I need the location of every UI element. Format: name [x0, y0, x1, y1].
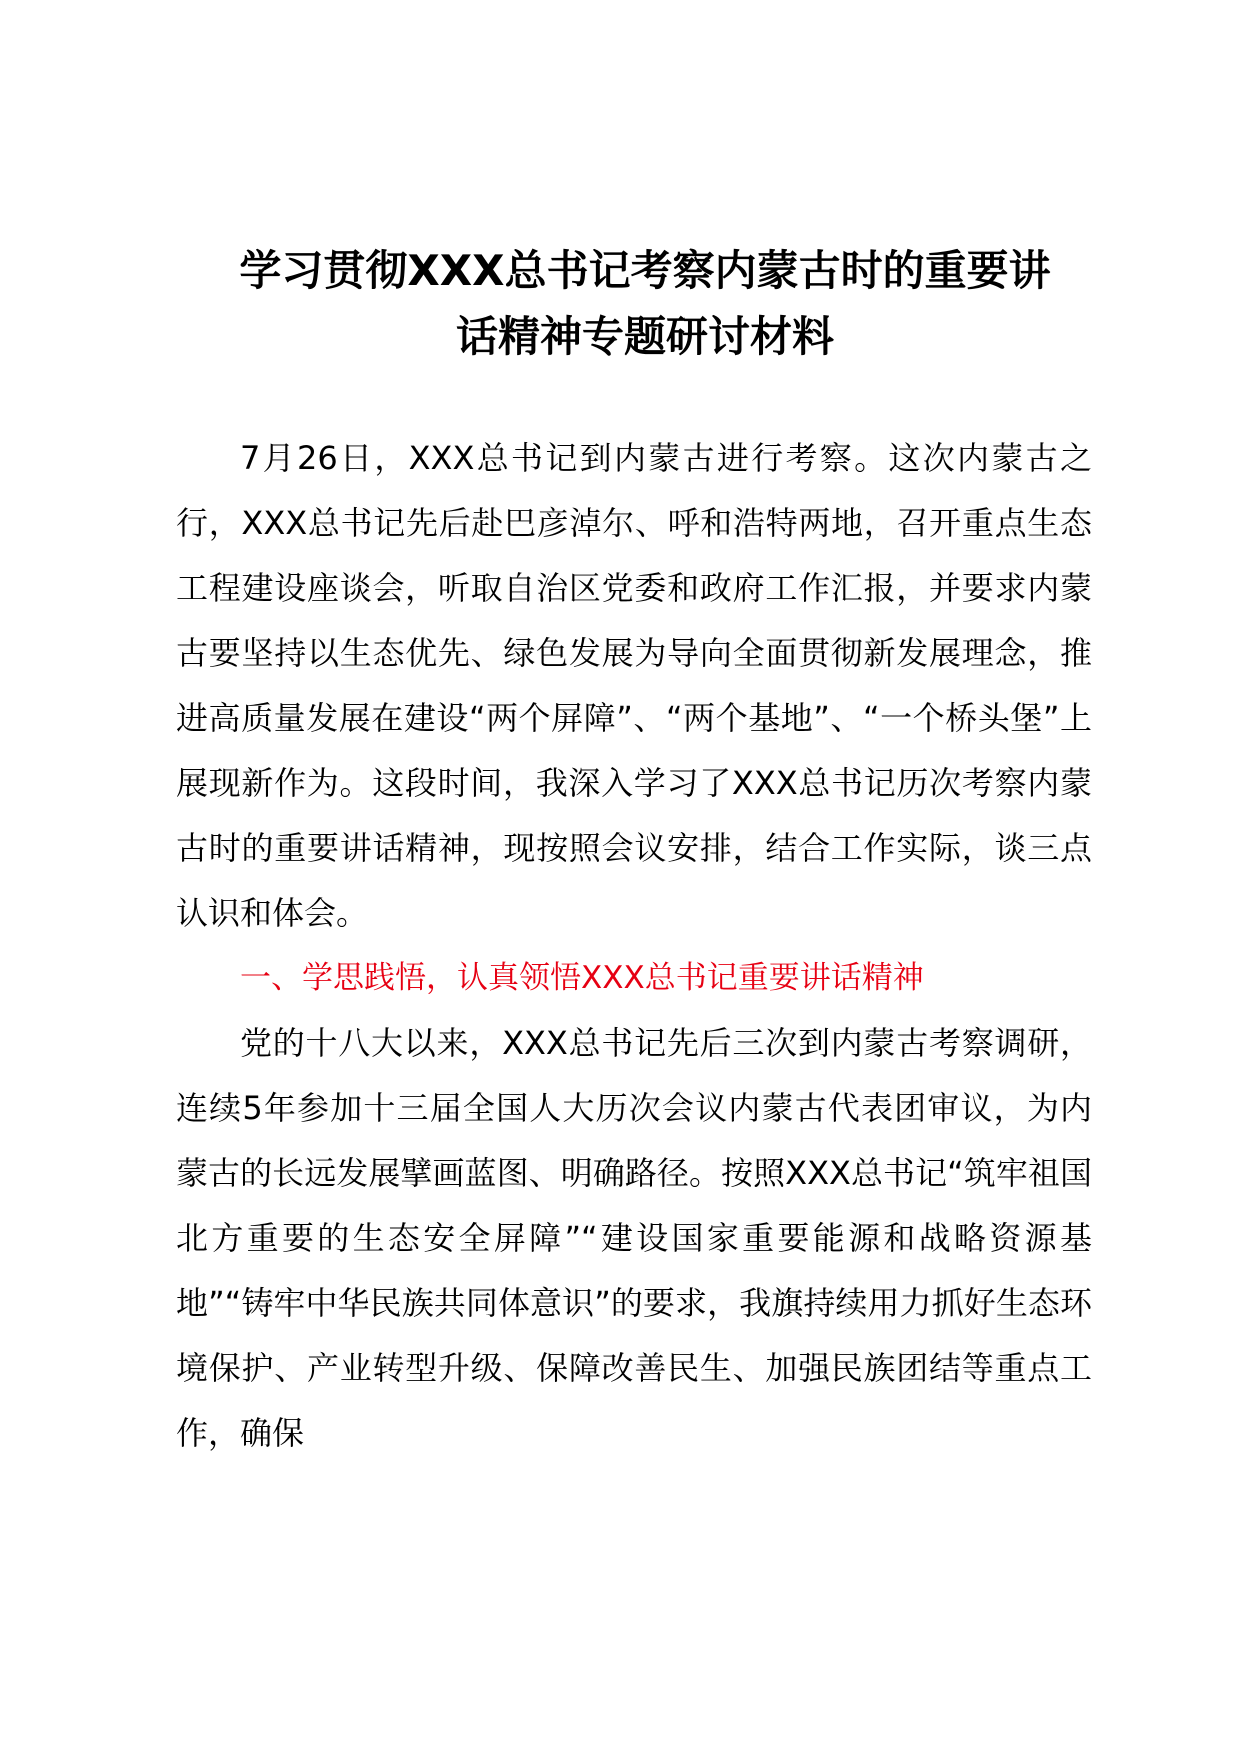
paragraph-intro: 7月26日，XXX总书记到内蒙古进行考察。这次内蒙古之行，XXX总书记先后赴巴彦淖尔、呼和浩特两地，召开重点生态工程建设座谈会，听取自治区党委和政府工作汇报，并要求内蒙古要坚持以生态优先、绿色发展为导向全面贯彻新发展理念，推进高质量发展在建设“两个屏障”、“两个基地”、“一个桥头堡”上展现新作为。这段时间，我深入学习了XXX总书记历次考察内蒙古时的重要讲话精神，现按照会议安排，结合工作实际，谈三点认识和体会。	[176, 439, 1092, 932]
document-title	[170, 238, 1120, 370]
document-body	[176, 426, 1092, 1466]
section-heading-1: 一、学思践悟，认真领悟XXX总书记重要讲话精神	[240, 960, 924, 996]
paragraph-section-1: 党的十八大以来，XXX总书记先后三次到内蒙古考察调研，连续5年参加十三届全国人大历次会议内蒙古代表团审议，为内蒙古的长远发展擘画蓝图、明确路径。按照XXX总书记“筑牢祖国北方重要的生态安全屏障”“建设国家重要能源和战略资源基地”“铸牢中华民族共同体意识”的要求，我旗持续用力抓好生态环境保护、产业转型升级、保障改善民生、加强民族团结等重点工作，确保	[176, 1024, 1092, 1452]
title-line-2: 话精神专题研讨材料	[455, 312, 834, 361]
title-line-1: 学习贯彻XXX总书记考察内蒙古时的重要讲	[239, 246, 1051, 295]
